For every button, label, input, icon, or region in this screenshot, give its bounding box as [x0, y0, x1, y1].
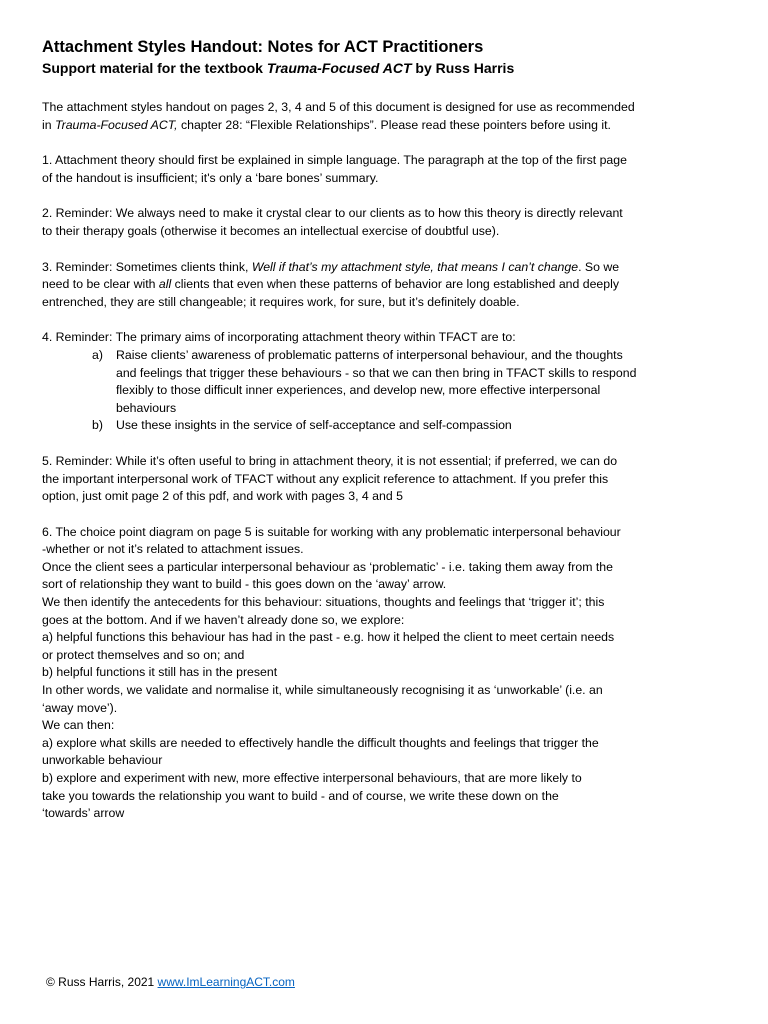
point-3-line-1-post: . So we	[578, 259, 620, 274]
point-6-line: a) helpful functions this behaviour has had in the past - e.g. how it helped the client to meet certain needs	[42, 630, 615, 645]
point-5-line-3: option, just omit page 2 of this pdf, and work with pages 3, 4 and 5	[42, 489, 403, 504]
aims-list	[42, 347, 732, 435]
point-5-paragraph	[42, 453, 732, 506]
list-marker: a)	[92, 347, 103, 362]
intro-line-1: The attachment styles handout on pages 2, 3, 4 and 5 of this document is designed for use as recommended	[42, 100, 635, 114]
point-6-line: goes at the bottom. And if we haven’t already done so, we explore:	[42, 612, 405, 627]
point-6-line: We then identify the antecedents for this behaviour: situations, thoughts and feelings that ‘trigger it’; this	[42, 595, 605, 610]
point-1-line-1: 1. Attachment theory should first be explained in simple language. The paragraph at the top of the first page	[42, 153, 627, 168]
point-6-line: sort of relationship they want to build - this goes down on the ‘away’ arrow.	[42, 577, 447, 592]
aims-item-a-line-4: behaviours	[116, 400, 177, 415]
aims-item-a-line-3: flexibly to those difficult inner experiences, and develop new, more effective interpersonal	[116, 383, 601, 398]
point-6-line: a) explore what skills are needed to effectively handle the difficult thoughts and feelings that trigger the	[42, 735, 599, 750]
point-6-line: b) helpful functions it still has in the present	[42, 665, 278, 680]
aims-list-item-a	[42, 347, 732, 417]
subtitle-prefix: Support material for the textbook	[42, 60, 267, 76]
point-6-line: -whether or not it’s related to attachment issues.	[42, 542, 304, 557]
point-3-paragraph	[42, 259, 732, 312]
point-1-line-2: of the handout is insufficient; it's only a ‘bare bones’ summary.	[42, 170, 379, 185]
point-3-line-2-pre: need to be clear with	[42, 277, 159, 292]
point-6-line: ‘towards’ arrow	[42, 806, 125, 821]
point-6-line: Once the client sees a particular interpersonal behaviour as ‘problematic’ - i.e. taking them away from the	[42, 559, 613, 574]
point-4-line-1: 4. Reminder: The primary aims of incorporating attachment theory within TFACT are to:	[42, 330, 516, 345]
point-6-line: unworkable behaviour	[42, 753, 163, 768]
point-6-line: or protect themselves and so on; and	[42, 647, 245, 662]
aims-item-a-line-2: and feelings that trigger these behaviours - so that we can then bring in TFACT skills to respond	[116, 365, 637, 380]
intro-line-2	[42, 117, 732, 135]
point-6-line: b) explore and experiment with new, more effective interpersonal behaviours, that are more likely to	[42, 771, 582, 785]
document-subtitle	[42, 60, 732, 77]
point-4-paragraph	[42, 329, 732, 435]
point-6-line: 6. The choice point diagram on page 5 is suitable for working with any problematic interpersonal behaviour	[42, 524, 621, 539]
point-2-paragraph	[42, 205, 732, 240]
page-footer	[46, 974, 295, 990]
point-3-line-1	[42, 259, 732, 277]
point-1-paragraph	[42, 152, 732, 187]
aims-item-a-line-1: Raise clients’ awareness of problematic patterns of interpersonal behaviour, and the thoughts	[116, 347, 623, 362]
point-3-line-2	[42, 276, 732, 294]
intro-line-2-pre: in	[42, 117, 55, 132]
document-page	[42, 38, 732, 823]
point-3-line-1-pre: 3. Reminder: Sometimes clients think,	[42, 259, 252, 274]
point-3-emphasis-all: all	[158, 277, 172, 292]
point-6-line: We can then:	[42, 718, 115, 733]
intro-book-title: Trauma-Focused ACT,	[55, 117, 178, 132]
point-6-line: take you towards the relationship you want to build - and of course, we write these down on the	[42, 788, 559, 803]
point-6-paragraph	[42, 524, 732, 823]
website-link[interactable]: www.ImLearningACT.com	[157, 975, 295, 989]
aims-list-item-b	[42, 417, 732, 435]
point-3-client-thought: Well if that’s my attachment style, that means I can’t change	[251, 259, 579, 274]
intro-paragraph	[42, 99, 732, 134]
document-title: Attachment Styles Handout: Notes for ACT Practitioners	[42, 38, 484, 56]
point-3-line-3: entrenched, they are still changeable; it requires work, for sure, but it’s definitely doable.	[42, 294, 520, 309]
aims-item-b-line-1: Use these insights in the service of self-acceptance and self-compassion	[116, 418, 512, 433]
point-6-line: ‘away move’).	[42, 700, 118, 715]
footer-copyright: © Russ Harris, 2021	[46, 975, 158, 989]
point-5-line-1: 5. Reminder: While it’s often useful to bring in attachment theory, it is not essential; if preferred, we can do	[42, 453, 618, 468]
subtitle-book-title: Trauma-Focused ACT	[266, 60, 412, 76]
list-marker: b)	[92, 418, 103, 433]
point-2-line-2: to their therapy goals (otherwise it becomes an intellectual exercise of doubtful use).	[42, 223, 500, 238]
point-6-line: In other words, we validate and normalise it, while simultaneously recognising it as ‘unworkable’ (i.e. an	[42, 683, 603, 698]
point-2-line-1: 2. Reminder: We always need to make it crystal clear to our clients as to how this theory is directly relevant	[42, 206, 623, 221]
intro-line-2-post: chapter 28: “Flexible Relationships”. Please read these pointers before using it.	[177, 117, 611, 132]
point-5-line-2: the important interpersonal work of TFACT without any explicit reference to attachment. If you prefer this	[42, 471, 609, 486]
subtitle-suffix: by Russ Harris	[411, 60, 515, 76]
point-3-line-2-post: clients that even when these patterns of behavior are long established and deeply	[171, 277, 619, 292]
